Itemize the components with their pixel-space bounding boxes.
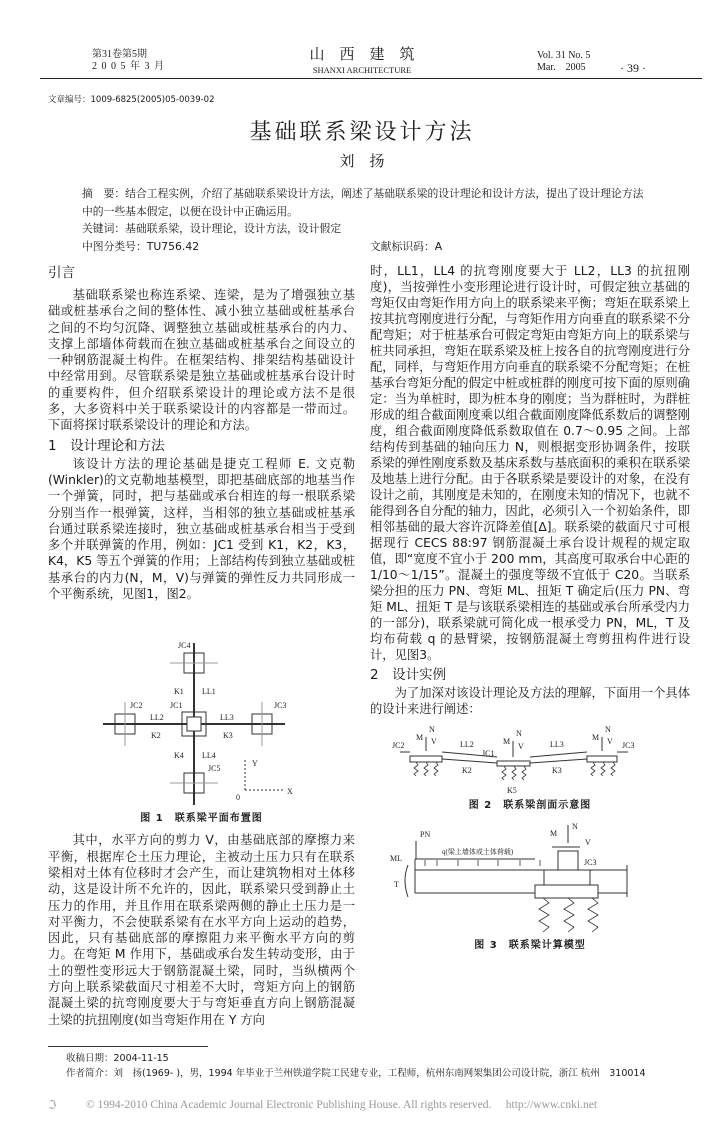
label-jc5: JC5 bbox=[208, 764, 221, 774]
figure1-plan-layout bbox=[90, 610, 320, 810]
intro-heading: 引言 bbox=[48, 265, 75, 281]
document-code: 文献标识码：A bbox=[370, 239, 443, 253]
classification-row bbox=[82, 238, 652, 256]
clc-number: 中图分类号：TU756.42 bbox=[82, 239, 200, 253]
two-column-body bbox=[48, 263, 690, 1028]
label-ml: ML bbox=[390, 854, 402, 863]
label-m-mid: M bbox=[503, 737, 511, 746]
figure2-section-view bbox=[390, 723, 670, 797]
footnote-rule bbox=[48, 1046, 208, 1047]
article-number: 文章编号：1009-6825(2005)05-0039-02 bbox=[48, 95, 215, 105]
figure1-caption: 图 1 联系梁平面布置图 bbox=[140, 813, 263, 825]
label-q-load: q(梁上墙体或土体荷载) bbox=[442, 848, 514, 856]
journal-name-cn: 山 西 建 筑 bbox=[309, 45, 415, 63]
received-date: 收稿日期：2004-11-15 bbox=[66, 1052, 169, 1064]
figure2-caption: 图 2 联系梁剖面示意图 bbox=[468, 800, 592, 811]
axis-y-label: Y bbox=[252, 759, 258, 769]
label-jc1: JC1 bbox=[170, 701, 183, 711]
date-cn: 2 0 0 5 年 3 月 bbox=[92, 61, 165, 72]
section1-paragraph1: 该设计方法的理论基础是捷克工程师 E. 文克勒(Winkler)的文克勒地基模型，即把基础底部的地基当作一个弹簧，同时，把与基础或承台相连的每一根联系梁分别当作一根弹簧，这样，当相邻的独立基础或桩基承台通过联系梁连接时，独立基础或桩基承台相当于受到多个并联弹簧的作用，例如：JC1 受到 K1，K2，K3，K4，K5 等五个弹簧的作用；上部结构传到独立基础或桩基承台的内力(N，M，V)与弹簧的弹性反力共同形成一个平衡系统，见图1，图2。 bbox=[48, 456, 355, 602]
right-column bbox=[370, 263, 690, 1028]
label-v-right: V bbox=[607, 737, 613, 746]
section2-heading: 2 设计实例 bbox=[370, 667, 447, 683]
volume-en: Vol. 31 No. 5 bbox=[537, 50, 591, 61]
label-jc1: JC1 bbox=[482, 749, 495, 758]
axis-x-label: X bbox=[287, 787, 293, 797]
copyright-bar bbox=[48, 1097, 690, 1113]
author-bio: 作者简介：刘 扬(1969- )，男，1994 年毕业于兰州铁道学院工民建专业，工程师，杭州东南网架集团公司设计院，浙江 杭州 310014 bbox=[66, 1067, 646, 1079]
label-jc3: JC3 bbox=[274, 701, 287, 711]
journal-name-en: SHANXI ARCHITECTURE bbox=[312, 65, 412, 75]
section1-paragraph2-part1: 其中，水平方向的剪力 V，由基础底部的摩擦力来平衡，根据库仑土压力理论，主被动土压力只有在联系梁相对土体有位移时才会产生，而让建筑物相对土体移动，这是设计所不允许的，因此，联系梁只受到静止土压力的作用，并且作用在联系梁两侧的静止土压力是一对平衡力，不会使联系梁有在水平方向上运动的趋势，因此，只有基础底部的摩擦阻力来平衡水平方向的剪力。在弯矩 M 作用下，基础或承台发生转动变形，由于土的塑性变形远大于钢筋混凝土梁，同时，当纵横两个方向上联系梁截面尺寸相差不大时，弯矩方向上的钢筋混凝土梁的抗弯刚度要大于与弯矩垂直方向上钢筋混凝土梁的抗扭刚度(如当弯矩作用在 Y 方向 bbox=[48, 833, 355, 1027]
label-k5: K5 bbox=[507, 786, 517, 795]
date-en: Mar. 2005 bbox=[537, 62, 586, 73]
cnki-logo-icon: ℑ bbox=[48, 1097, 57, 1112]
label-n: N bbox=[572, 822, 578, 831]
left-column bbox=[48, 263, 355, 1028]
label-v-mid: V bbox=[518, 742, 524, 751]
label-jc4: JC4 bbox=[178, 641, 191, 651]
label-ll3: LL3 bbox=[220, 713, 234, 723]
label-n-left: N bbox=[429, 725, 435, 734]
paper-title: 基础联系梁设计方法 bbox=[249, 120, 475, 145]
label-k3: K3 bbox=[223, 731, 233, 741]
label-jc2: JC2 bbox=[392, 741, 405, 750]
intro-paragraph: 基础联系梁也称连系梁、连梁，是为了增强独立基础或桩基承台之间的整体性、减小独立基础或桩基承台之间的不均匀沉降、调整独立基础或桩基承台的内力、支撑上部墙体荷载而在独立基础或桩基承台之间设立的一种钢筋混凝土构件。在框架结构、排架结构基础设计中经常用到。尽管联系梁是独立基础或桩基承台设计时的重要构件，但介绍联系梁设计的理论或方法不是很多，大多资料中关于联系梁设计的内容都是一带而过。下面将探讨联系梁设计的理论和方法。 bbox=[48, 288, 355, 433]
label-t: T bbox=[394, 880, 399, 889]
label-m: M bbox=[550, 829, 558, 838]
label-m-left: M bbox=[416, 733, 424, 742]
label-jc2: JC2 bbox=[130, 701, 143, 711]
label-k2: K2 bbox=[462, 766, 472, 775]
article-body bbox=[48, 0, 690, 1133]
label-ll2: LL2 bbox=[460, 740, 474, 749]
label-ll1: LL1 bbox=[202, 687, 216, 697]
label-v-left: V bbox=[431, 737, 437, 746]
section2-paragraph: 为了加深对该设计理论及方法的理解，下面用一个具体的设计来进行阐述： bbox=[370, 686, 690, 716]
label-n-mid: N bbox=[516, 729, 522, 738]
label-ll4: LL4 bbox=[202, 751, 216, 761]
author-name: 刘 扬 bbox=[339, 152, 385, 170]
label-jc3: JC3 bbox=[584, 858, 597, 867]
copyright-notice: © 1994-2010 China Academic Journal Electronic Publishing House. All rights reserved. http://www.cnki.net bbox=[86, 1098, 598, 1111]
label-pn: PN bbox=[420, 830, 431, 839]
label-k2: K2 bbox=[151, 731, 161, 741]
label-k3: K3 bbox=[552, 766, 562, 775]
label-k4: K4 bbox=[174, 751, 184, 761]
label-jc3: JC3 bbox=[622, 741, 635, 750]
label-m-right: M bbox=[592, 733, 600, 742]
label-v: V bbox=[585, 838, 591, 847]
page-number: · 39 · bbox=[620, 61, 646, 75]
footnotes bbox=[48, 1042, 690, 1081]
section1-paragraph2-part2: 时，LL1，LL4 的抗弯刚度要大于 LL2，LL3 的抗扭刚度)，当按弹性小变形理论进行设计时，可假定独立基础的弯矩仅由弯矩作用方向上的联系梁来平衡；弯矩在联系梁上按其抗弯刚度进行分配，与弯矩作用方向垂直的联系梁不分配弯矩；对于桩基承台可假定弯矩由弯矩方向上的联系梁与桩共同承担，弯矩在联系梁及桩上按各自的抗弯刚度进行分配，同样，与弯矩作用方向垂直的联系梁不分配弯矩；在桩基承台弯矩分配的假定中桩或桩群的刚度可按下面的原则确定：当为单桩时，即为桩本身的刚度；当为群桩时，为群桩形成的组合截面刚度乘以组合截面刚度降低系数后的调整刚度，组合截面刚度降低系数取值在 0.7～0.95 之间。上部结构传到基础的轴向压力 N，则根据变形协调条件，按联系梁的弹性刚度系数及基床系数与基底面积的乘积在联系梁及地基上进行分配。由于各联系梁是要设计的对象，在没有设计之前，其刚度是未知的，在刚度未知的情况下，也就不能得到各自分配的轴力，因此，必须引入一个初始条件，即相邻基础的最大容许沉降差值[Δ]。联系梁的截面尺寸可根据现行 CECS 88:97 钢筋混凝土承台设计规程的规定取值，即“宽度不宜小于 200 mm，其高度可取承台中心距的 1/10～1/15”。混凝土的强度等级不宜低于 C20。当联系梁分担的压力 PN、弯矩 ML、扭矩 T 确定后(压力 PN、弯矩 ML、扭矩 T 是与该联系梁相连的基础或承台所承受内力的一部分)，联系梁就可简化成一根承受力 PN，ML，T 及均布荷载 q 的悬臂梁，按钢筋混凝土弯剪扭构件进行设计，见图3。 bbox=[370, 264, 690, 662]
axis-origin-label: 0 bbox=[236, 793, 240, 803]
label-ll2: LL2 bbox=[150, 713, 164, 723]
abstract-block bbox=[48, 185, 652, 255]
volume-cn: 第31卷第5期 bbox=[92, 49, 147, 60]
section1-heading: 1 设计理论和方法 bbox=[48, 437, 165, 454]
abstract: 摘 要：结合工程实例，介绍了基础联系梁设计方法，阐述了基础联系梁的设计理论和设计方法，提出了设计理论方法中的一些基本假定，以便在设计中正确运用。 bbox=[82, 187, 644, 218]
figure3-caption: 图 3 联系梁计算模型 bbox=[474, 940, 586, 951]
keywords: 关键词：基础联系梁，设计理论，设计方法，设计假定 bbox=[82, 222, 342, 235]
label-n-right: N bbox=[605, 725, 611, 734]
label-ll3: LL3 bbox=[550, 740, 564, 749]
figure3-calculation-model bbox=[380, 819, 680, 937]
label-k1: K1 bbox=[174, 687, 184, 697]
